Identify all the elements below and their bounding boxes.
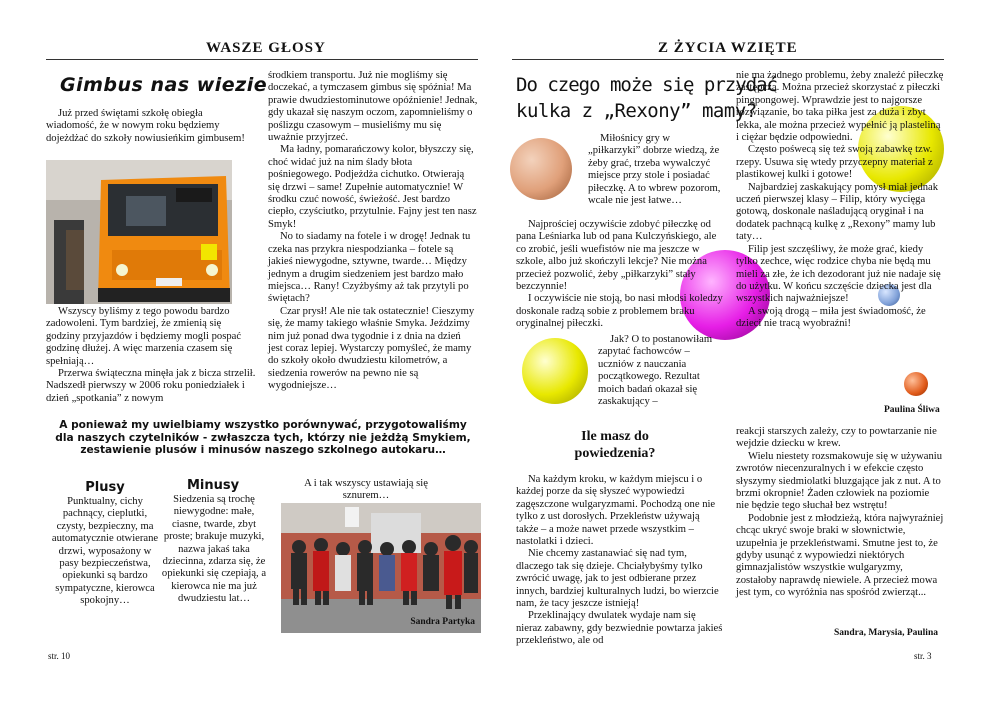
plusy-title: Plusy [85, 480, 125, 495]
swearing-col1 [516, 474, 724, 648]
paragraph: Podobnie jest z młodzieżą, która najwyraźniej chcąc ukryć swoje braki w słownictwie, uzupełnia je przekleństwami. Smutne jest to, że gdyby usunąć z wypowiedzi niektórych gimnazjalistów wszystkie wulgaryzmy, zostałoby naprawdę niewiele. A przecież mowa jest tym, co wyróżnia nas spośród zwierząt... [736, 512, 944, 599]
paragraph: środkiem transportu. Już nie mogliśmy się doczekać, a tymczasem gimbus się spóźnia! Ma prawie dwudziestominutowe opóźnienie! Jednak, gdy ukazał się naszym oczom, zapomnieliśmy o poślizgu czasowym – musieliśmy mu się uważnie przyjrzeć. [268, 70, 478, 144]
paragraph: A swoją drogą – miła jest świadomość, że dzieci nie tracą wyobraźni! [736, 305, 926, 330]
paragraph: I oczywiście nie stoją, bo nasi młodsi koledzy doskonale radzą sobie z problemem braku oryginalnej piłeczki. [516, 293, 723, 330]
bus-photo [46, 160, 232, 304]
paragraph: Przeklinający dwulatek wydaje nam się nieraz zabawny, gdy bezwiednie powtarza jakieś przekleństwo, ale od [516, 610, 723, 647]
article-intro [46, 108, 253, 145]
article-title: Gimbus nas wiezie [60, 74, 268, 96]
right-page-number: str. 3 [914, 651, 932, 661]
photo-caption: A i tak wszyscy ustawiają się sznurem… [304, 478, 428, 502]
paragraph: Wszyscy byliśmy z tego powodu bardzo zadowoleni. Tym bardziej, że zmienią się godziny przyjazdów i będziemy mogli pospać godzinę dłużej. A więc marzenia czasem się spełniają… [46, 306, 242, 367]
red-orange-ball [904, 372, 928, 396]
paragraph: Już przed świętami szkołę obiegła wiadomość, że w nowym roku będziemy dojeżdżać do szkoły nowiusieńkim gimbusem! [46, 108, 245, 144]
rexona-col1-top [588, 133, 724, 207]
paragraph: Miłośnicy gry w „piłkarzyki” dobrze wiedzą, że żeby grać, trzeba wywalczyć miejsce przy stole i posiadać piłeczkę. A to wbrew pozorom, wcale nie jest łatwe… [588, 133, 721, 207]
minusy-title: Minusy [186, 478, 240, 493]
article-col2 [268, 70, 478, 393]
yellow-ball-small [522, 338, 588, 404]
right-header-rule [512, 59, 944, 60]
author-signature: Sandra, Marysia, Paulina [834, 628, 938, 638]
article-col1-bottom [46, 306, 256, 405]
bus-illustration [46, 160, 232, 304]
paragraph: Na każdym kroku, w każdym miejscu i o każdej porze da się słyszeć wypowiedzi zagęszczone wulgaryzmami. Pochodzą one nie tylko z ust dorosłych. Przekleństw używają także – a może nawet przede wszystkim – nastolatki i dzieci. [516, 474, 716, 548]
right-page-header: Z ŻYCIA WZIĘTE [658, 40, 798, 56]
left-header-rule [46, 59, 478, 60]
left-page-number: str. 10 [48, 651, 71, 661]
paragraph: Przerwa świąteczna minęła jak z bicza strzelił. Nadszedł pierwszy w 2006 roku poniedziałek i dzień „spotkania” z nowym [46, 368, 256, 404]
paragraph: reakcji starszych zależy, czy to powtarzanie nie wejdzie dziecku w krew. [736, 426, 937, 450]
paragraph: Czar prysł! Ale nie tak ostatecznie! Cieszymy się, że mamy takiego właśnie Smyka. Jeździmy nim już ponad dwa tygodnie i z dnia na dzień jest coraz lepiej. Wystarczy pomyśleć, że mamy do szkoły około dwudziestu kilometrów, a siedzenia rowerów na pewno nie są wygodniejsze… [268, 305, 475, 392]
article-title-line2: kulka z „Rexony” mamy? [516, 100, 757, 122]
paragraph: Jak? O to postanowiłam zapytać fachowców – uczniów z nauczania początkowego. Rezultat moich badań okazał się zaskakujący – [598, 334, 713, 408]
paragraph: Wielu niestety rozsmakowuje się w używaniu zwrotów niecenzuralnych i w efekcie często słyszymy siedmiolatki bluzgające jak z nut. A to brzmi okropnie! Żaden człowiek na poziomie nie będzie tego słuchał bez wstrętu! [736, 450, 943, 512]
plusy-text: Punktualny, cichy pachnący, cieplutki, czysty, bezpieczny, ma automatycznie otwierane drzwi, wyposażony w pasy bezpieczeństwa, opiekunki są bardzo sympatyczne, kierowca spokojny… [51, 496, 159, 607]
swearing-col2 [736, 426, 944, 600]
paragraph: nie ma żadnego problemu, żeby znaleźć piłeczkę zastępczą. Można przecież skorzystać z piłeczki pingpongowej. Wprawdzie jest to najgorsze rozwiązanie, bo taka piłka jest za duża i zbyt lekka, ale można przecież wypełnić ją plasteliną i ciężar będzie odpowiedni. [736, 70, 944, 144]
paragraph: Najbardziej zaskakujący pomysł miał jednak uczeń pierwszej klasy – Filip, który wycięga gotową, doskonale naśladującą oryginał i na dodatek pachnącą kulkę z „Rexony” mamy lub taty… [736, 181, 939, 243]
article-title-line1: Do czego może się przydać [516, 74, 777, 96]
group-photo [281, 503, 481, 633]
rexona-col2 [736, 70, 944, 331]
paragraph: Często pośwecą się też swoją zabawkę tzw. rzepy. Usuwa się wtedy przyczepny materiał z plastikowej kulki i gotowe! [736, 144, 933, 181]
paragraph: Filip jest szczęśliwy, że może grać, kiedy tylko zechce, więc rodzice chyba nie będą mu mieli za złe, że ich dezodorant już nie nadaje się do użytku. W końcu szczęście dziecka jest dla wszystkich najważniejsze! [736, 243, 941, 305]
rexona-col1-mid [516, 219, 724, 331]
paragraph: No to siadamy na fotele i w drogę! Jednak tu czeka nas przykra niespodzianka – fotele są jakieś niewygodne, sztywne, twarde… Między jednym a drugim siedzeniem jest bardzo mało miejsca… Rany! Czyżbyśmy aż tak przytyli po świętach? [268, 231, 471, 305]
rexona-col1-bottom [598, 334, 724, 408]
minusy-text: Siedzenia są trochę niewygodne: małe, ciasne, twarde, zbyt proste; brakuje muzyki, nazwa jakaś taka dziecinna, zdarza się, że opiekunki się czepiają, a kierowca nie ma już dwudziestu lat… [161, 494, 267, 605]
comparison-banner: A ponieważ my uwielbiamy wszystko porównywać, przygotowaliśmy dla naszych czytelników - zwłaszcza tych, którzy nie jeżdżą Smykiem, zestawienie plusów i minusów naszego szkolnego autokaru… [55, 419, 471, 457]
article-title: Ile masz do powiedzenia? [574, 429, 656, 461]
author-signature: Paulina Śliwa [884, 405, 940, 415]
photo-credit: Sandra Partyka [410, 617, 475, 627]
orange-ball [510, 138, 572, 200]
paragraph: Ma ładny, pomarańczowy kolor, błyszczy się, choć widać już na nim ślady błota pośniegowego. Podjeżdża cichutko. Otwierają się drzwi – same! Zupełnie automatycznie! W środku czuć nowość, świeżość. Jest bardzo ciepło, czyściutko, przytulnie. Fajny jest ten nasz Smyk! [268, 144, 477, 230]
group-illustration [281, 503, 481, 633]
paragraph: Najprościej oczywiście zdobyć piłeczkę od pana Leśniarka lub od pana Kulczyńskiego, ale co zrobić, jeśli wuefistów nie ma jeszcze w szkole, albo już skończyli lekcje? Nie można przecież pozwolić, żeby „piłkarzyki” stały bezczynnie! [516, 219, 717, 293]
left-page-header: WASZE GŁOSY [206, 40, 326, 56]
paragraph: Nie chcemy zastanawiać się nad tym, dlaczego tak się dzieje. Chciałybyśmy tylko zwrócić uwagę, jak to jest odbierane przez innych, bardziej kulturalnych ludzi, bo wierzcie nam, że tacy jeszcze istnieją! [516, 548, 719, 610]
